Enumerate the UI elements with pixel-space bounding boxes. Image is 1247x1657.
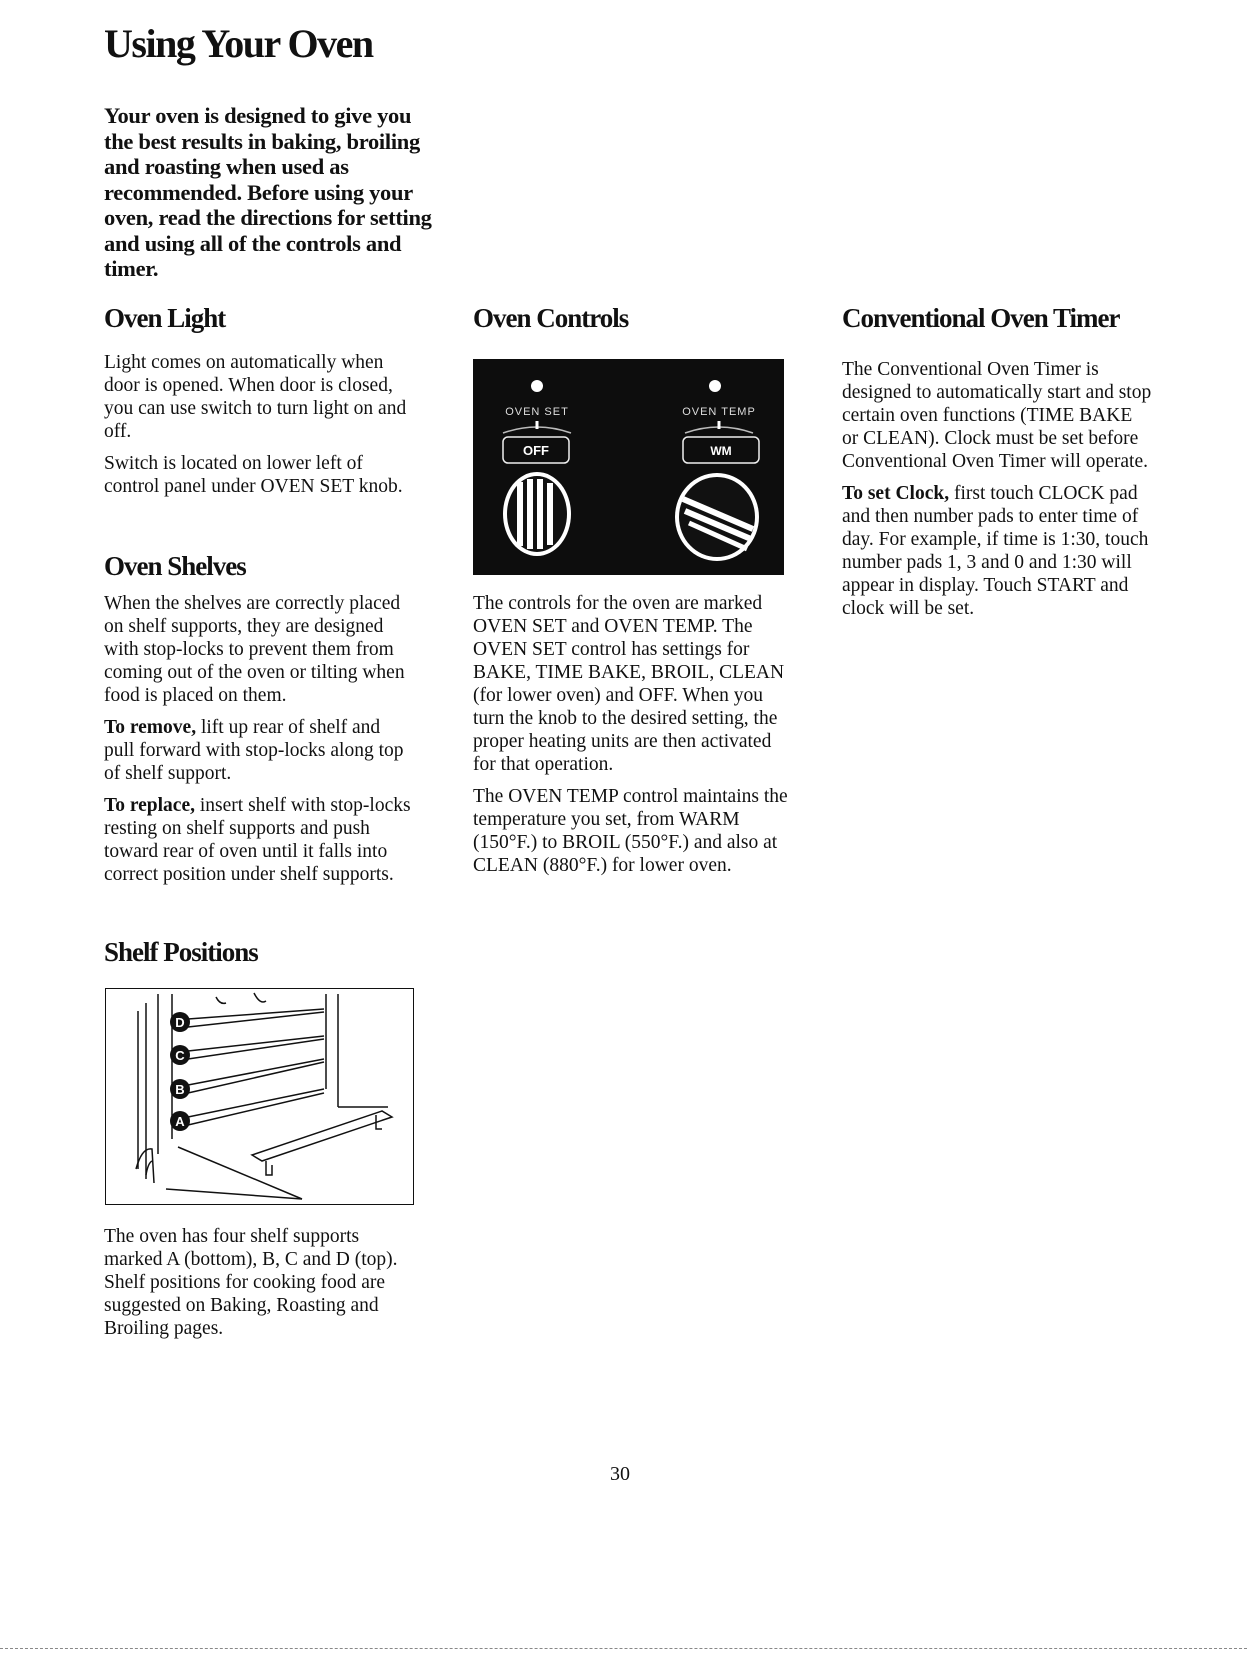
timer-heading: Conventional Oven Timer [842, 303, 1120, 333]
replace-paragraph [104, 794, 414, 886]
shelf-support-label-a [170, 1111, 190, 1131]
oven-temp-knob [675, 473, 759, 561]
page-bottom-edge [0, 1648, 1247, 1650]
oven-light-heading: Oven Light [104, 303, 226, 333]
oven-set-knob [503, 472, 571, 556]
shelf-positions-heading: Shelf Positions [104, 937, 258, 967]
oven-light-p2: Switch is located on lower left of control panel under OVEN SET knob. [104, 453, 403, 497]
oven-light-section [104, 351, 414, 507]
oven-controls-section [473, 592, 789, 886]
intro-paragraph: Your oven is designed to give you the best results in baking, broiling and roasting when used as recommended. Before using your oven, read the directions for setting and using all of the controls and timer. [104, 103, 432, 281]
remove-label: To remove, [104, 717, 197, 738]
svg-text:C: C [175, 1048, 185, 1063]
oven-control-panel-illustration [473, 359, 784, 575]
timer-section [842, 358, 1152, 629]
oven-shelves-heading: Oven Shelves [104, 551, 246, 581]
oven-shelf-illustration [106, 989, 412, 1203]
replace-text: insert shelf with stop-locks resting on shelf supports and push toward rear of oven until it falls into correct position under shelf supports. [104, 795, 411, 885]
oven-shelves-section [104, 592, 414, 895]
set-clock-label: To set Clock, [842, 483, 950, 504]
replace-label: To replace, [104, 795, 195, 816]
timer-p1: The Conventional Oven Timer is designed to automatically start and stop certain oven functions (TIME BAKE or CLEAN). Clock must be set before Conventional Oven Timer will operate. [842, 359, 1152, 472]
set-clock-text: first touch CLOCK pad and then number pads to enter time of day. For example, if time is 1:30, touch number pads 1, 3 and 0 and 1:30 will appear in display. Touch START and clock will be set. [842, 483, 1149, 619]
set-clock-paragraph [842, 482, 1152, 620]
oven-light-p1: Light comes on automatically when door is opened. When door is closed, you can use switch to turn light on and off. [104, 352, 407, 442]
shelf-support-label-c [170, 1045, 190, 1065]
shelf-positions-caption: The oven has four shelf supports marked A (bottom), B, C and D (top). Shelf positions for cooking food are suggested on Baking, Roasting and Broiling pages. [104, 1226, 398, 1339]
svg-text:B: B [175, 1082, 185, 1097]
oven-temp-label: OVEN TEMP [682, 406, 756, 418]
page-number: 30 [610, 1463, 630, 1485]
svg-text:D: D [175, 1015, 185, 1030]
oven-controls-p2: The OVEN TEMP control maintains the temperature you set, from WARM (150°F.) to BROIL (550°F.) and also at CLEAN (880°F.) for lower oven. [473, 786, 788, 876]
oven-controls-heading: Oven Controls [473, 303, 629, 333]
oven-temp-value: WM [710, 444, 732, 458]
shelf-support-label-d [170, 1012, 190, 1032]
shelf-positions-diagram [105, 988, 414, 1205]
page-title: Using Your Oven [104, 21, 373, 66]
shelf-support-label-b [170, 1079, 190, 1099]
oven-set-value: OFF [523, 443, 549, 458]
oven-shelves-p1: When the shelves are correctly placed on shelf supports, they are designed with stop-locks to prevent them from coming out of the oven or tilting when food is placed on them. [104, 593, 405, 706]
control-knobs-illustration [473, 359, 784, 575]
remove-text: lift up rear of shelf and pull forward with stop-locks along top of shelf support. [104, 717, 404, 784]
remove-paragraph [104, 716, 414, 785]
svg-text:A: A [175, 1114, 185, 1129]
oven-set-label: OVEN SET [505, 406, 569, 418]
oven-controls-p1: The controls for the oven are marked OVEN SET and OVEN TEMP. The OVEN SET control has settings for BAKE, TIME BAKE, BROIL, CLEAN (for lower oven) and OFF. When you turn the knob to the desired setting, the proper heating units are then activated for that operation. [473, 593, 785, 775]
